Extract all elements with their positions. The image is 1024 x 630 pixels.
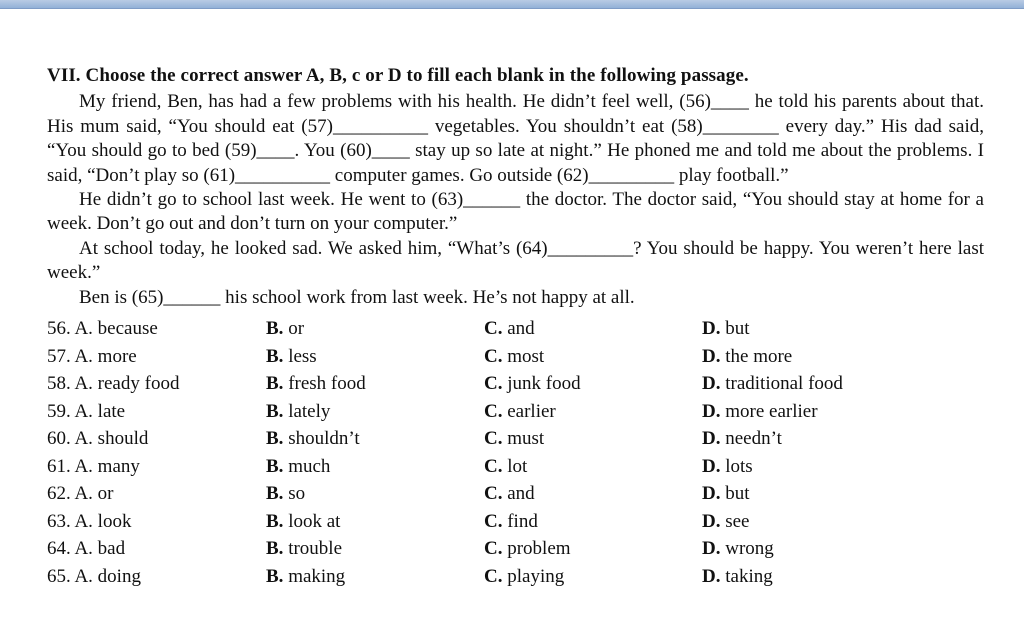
option-d: [702, 535, 902, 563]
option-text: but: [725, 483, 750, 505]
option-letter: D.: [702, 400, 721, 422]
option-letter: D.: [702, 428, 721, 450]
option-text: junk food: [507, 373, 581, 395]
question-row-65: [47, 563, 984, 591]
option-a: 57. A. more: [47, 345, 137, 367]
option-text: lately: [288, 400, 331, 422]
option-b: [266, 535, 484, 563]
passage-paragraph: My friend, Ben, has had a few problems with his health. He didn’t feel well, (56)____ he told his parents about that. His mum said, “You should eat (57)__________ vegetables. You shouldn’t eat (58)________ every day.” His dad said, “You should go to bed (59)____. You (60)____ stay up so late at night.” He phoned me and told me about the problems. I said, “Don’t play so (61)__________ computer games. Go outside (62)_________ play football.”: [47, 91, 984, 186]
option-text: playing: [507, 565, 565, 587]
option-letter: D.: [702, 538, 721, 560]
question-row-60: [47, 425, 984, 453]
option-b: [266, 480, 484, 508]
option-a: 61. A. many: [47, 455, 140, 477]
option-text: earlier: [507, 400, 556, 422]
option-a: 64. A. bad: [47, 538, 126, 560]
option-letter: D.: [702, 510, 721, 532]
option-c: [484, 508, 702, 536]
question-row-64: [47, 535, 984, 563]
option-c: [484, 343, 702, 371]
option-letter: C.: [484, 455, 503, 477]
question-row-58: [47, 370, 984, 398]
option-c: [484, 370, 702, 398]
question-row-59: [47, 398, 984, 426]
answer-options-list: [47, 315, 984, 590]
option-letter: C.: [484, 400, 503, 422]
option-text: or: [288, 318, 305, 340]
option-d: [702, 563, 902, 591]
option-letter: B.: [266, 510, 284, 532]
option-letter: B.: [266, 565, 284, 587]
option-text: shouldn’t: [288, 428, 360, 450]
option-c: [484, 425, 702, 453]
passage-paragraph: Ben is (65)______ his school work from last week. He’s not happy at all.: [79, 286, 635, 308]
question-row-62: [47, 480, 984, 508]
option-letter: C.: [484, 510, 503, 532]
option-a: 63. A. look: [47, 510, 132, 532]
option-letter: D.: [702, 483, 721, 505]
option-c: [484, 480, 702, 508]
option-b: [266, 370, 484, 398]
option-c: [484, 535, 702, 563]
option-d: [702, 343, 902, 371]
option-b: [266, 563, 484, 591]
option-letter: C.: [484, 373, 503, 395]
option-letter: B.: [266, 483, 284, 505]
option-a: 56. A. because: [47, 318, 158, 340]
question-row-61: [47, 453, 984, 481]
option-b: [266, 453, 484, 481]
option-text: lots: [725, 455, 753, 477]
option-d: [702, 370, 902, 398]
option-letter: D.: [702, 565, 721, 587]
option-text: making: [288, 565, 346, 587]
option-b: [266, 343, 484, 371]
option-letter: B.: [266, 538, 284, 560]
option-text: and: [507, 483, 535, 505]
option-letter: C.: [484, 318, 503, 340]
option-d: [702, 453, 902, 481]
option-d: [702, 398, 902, 426]
option-letter: D.: [702, 318, 721, 340]
option-text: so: [288, 483, 306, 505]
option-text: but: [725, 318, 750, 340]
option-b: [266, 315, 484, 343]
option-letter: C.: [484, 345, 503, 367]
option-c: [484, 315, 702, 343]
option-text: lot: [507, 455, 528, 477]
option-a: 65. A. doing: [47, 565, 141, 587]
option-text: the more: [725, 345, 793, 367]
option-text: problem: [507, 538, 571, 560]
option-text: look at: [288, 510, 341, 532]
option-text: must: [507, 428, 545, 450]
option-b: [266, 425, 484, 453]
option-text: taking: [725, 565, 773, 587]
option-letter: C.: [484, 565, 503, 587]
option-text: traditional food: [725, 373, 843, 395]
option-letter: C.: [484, 483, 503, 505]
option-letter: D.: [702, 345, 721, 367]
question-row-63: [47, 508, 984, 536]
option-text: much: [288, 455, 331, 477]
option-letter: D.: [702, 455, 721, 477]
option-text: trouble: [288, 538, 343, 560]
option-letter: C.: [484, 538, 503, 560]
option-b: [266, 508, 484, 536]
option-c: [484, 563, 702, 591]
option-a: 59. A. late: [47, 400, 126, 422]
question-row-57: [47, 343, 984, 371]
option-text: more earlier: [725, 400, 818, 422]
option-text: find: [507, 510, 538, 532]
option-d: [702, 508, 902, 536]
option-a: 58. A. ready food: [47, 373, 180, 395]
passage-paragraph: At school today, he looked sad. We asked him, “What’s (64)_________? You should be happy. You weren’t here last week.”: [47, 237, 984, 284]
option-d: [702, 425, 902, 453]
question-row-56: [47, 315, 984, 343]
option-letter: B.: [266, 373, 284, 395]
exercise-title: VII. Choose the correct answer A, B, c or D to fill each blank in the following passage.: [47, 65, 749, 86]
option-text: and: [507, 318, 535, 340]
passage-paragraph: He didn’t go to school last week. He went to (63)______ the doctor. The doctor said, “You should stay at home for a week. Don’t go out and don’t turn on your computer.”: [47, 189, 984, 235]
option-text: see: [725, 510, 750, 532]
option-letter: B.: [266, 318, 284, 340]
option-letter: B.: [266, 345, 284, 367]
option-a: 62. A. or: [47, 483, 114, 505]
option-text: needn’t: [725, 428, 782, 450]
window-top-bar: [0, 0, 1024, 9]
option-text: most: [507, 345, 545, 367]
option-c: [484, 453, 702, 481]
option-text: less: [288, 345, 317, 367]
option-d: [702, 480, 902, 508]
option-text: wrong: [725, 538, 774, 560]
option-b: [266, 398, 484, 426]
option-letter: D.: [702, 373, 721, 395]
document-page: [47, 64, 984, 590]
option-letter: C.: [484, 428, 503, 450]
option-letter: B.: [266, 428, 284, 450]
option-letter: B.: [266, 455, 284, 477]
option-d: [702, 315, 902, 343]
option-a: 60. A. should: [47, 428, 149, 450]
option-text: fresh food: [288, 373, 366, 395]
option-c: [484, 398, 702, 426]
option-letter: B.: [266, 400, 284, 422]
